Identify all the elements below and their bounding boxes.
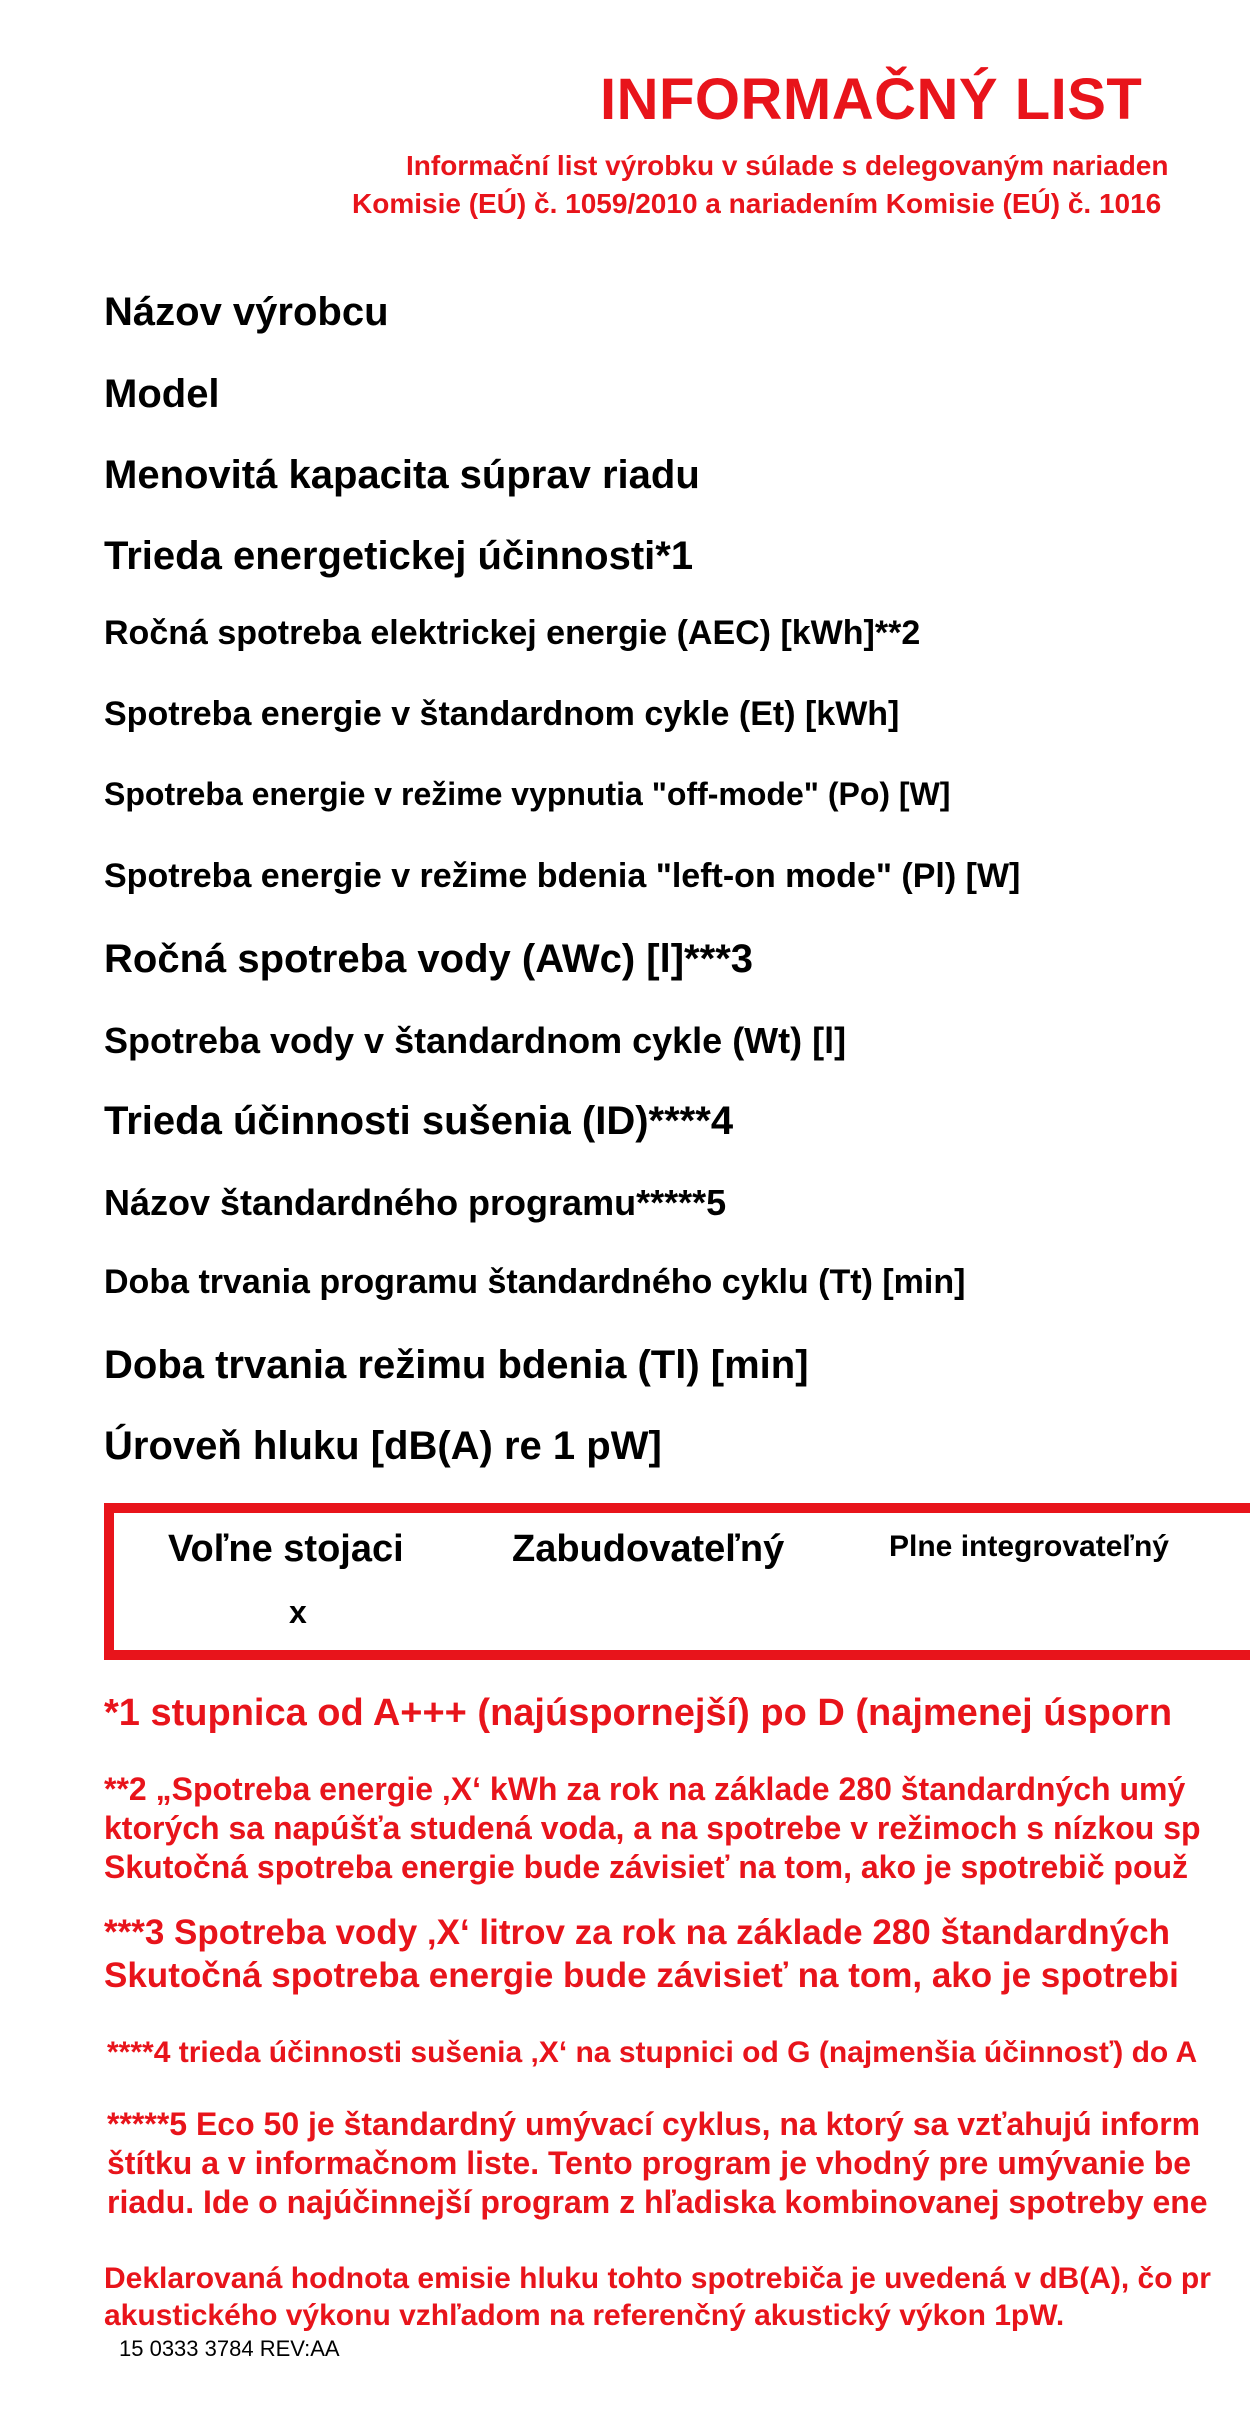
field-standard-program-name: Názov štandardného programu*****5 — [104, 1182, 727, 1223]
footnote-4: ****4 trieda účinnosti sušenia ‚X‘ na stupnici od G (najmenšia účinnosť) do A — [107, 2036, 1198, 2069]
noise-declaration-note — [104, 2260, 1211, 2334]
field-manufacturer-name: Názov výrobcu — [104, 290, 389, 334]
footnote-3-line: Skutočná spotreba energie bude závisieť na tom, ako je spotrebi — [104, 1956, 1179, 1995]
footnote-5-line: *****5 Eco 50 je štandardný umývací cyklus, na ktorý sa vzťahujú inform — [107, 2106, 1201, 2142]
footnote-2-line: **2 „Spotreba energie ‚X‘ kWh za rok na základe 280 štandardných umý — [104, 1771, 1186, 1807]
field-annual-water-consumption: Ročná spotreba vody (AWc) [l]***3 — [104, 937, 754, 981]
noise-note-line: akustického výkonu vzhľadom na referenčný akustický výkon 1pW. — [104, 2299, 1065, 2332]
subtitle-line-2: Komisie (EÚ) č. 1059/2010 a nariadením Komisie (EÚ) č. 1016 — [352, 188, 1162, 219]
footnote-5-line: štítku a v informačnom liste. Tento program je vhodný pre umývanie be — [107, 2145, 1192, 2181]
installation-fully-integrated-label: Plne integrovateľný — [889, 1530, 1169, 1563]
subtitle-line-1: Informační list výrobku v súlade s delegovaným nariaden — [406, 150, 1169, 181]
footnote-3-line: ***3 Spotreba vody ‚X‘ litrov za rok na základe 280 štandardných — [104, 1913, 1170, 1952]
field-off-mode-power: Spotreba energie v režime vypnutia "off-mode" (Po) [W] — [104, 776, 951, 812]
footnote-5 — [107, 2105, 1208, 2222]
field-left-on-mode-power: Spotreba energie v režime bdenia "left-on mode" (Pl) [W] — [104, 857, 1021, 895]
installation-built-in-label: Zabudovateľný — [512, 1528, 785, 1570]
field-rated-capacity: Menovitá kapacita súprav riadu — [104, 453, 700, 497]
footnote-2-line: ktorých sa napúšťa studená voda, a na spotrebe v režimoch s nízkou sp — [104, 1810, 1201, 1846]
field-annual-energy-consumption: Ročná spotreba elektrickej energie (AEC) [kWh]**2 — [104, 614, 921, 652]
field-left-on-duration: Doba trvania režimu bdenia (Tl) [min] — [104, 1343, 809, 1387]
field-noise-level: Úroveň hluku [dB(A) re 1 pW] — [104, 1424, 662, 1468]
field-water-standard-cycle: Spotreba vody v štandardnom cykle (Wt) [l] — [104, 1020, 847, 1061]
field-energy-class: Trieda energetickej účinnosti*1 — [104, 534, 694, 578]
field-model: Model — [104, 372, 220, 416]
field-program-duration: Doba trvania programu štandardného cyklu (Tt) [min] — [104, 1263, 966, 1301]
installation-free-standing-label: Voľne stojaci — [168, 1528, 404, 1570]
installation-type-box — [104, 1503, 1250, 1660]
document-title: INFORMAČNÝ LIST — [600, 67, 1143, 132]
footnote-2-line: Skutočná spotreba energie bude závisieť na tom, ako je spotrebič použ — [104, 1849, 1189, 1885]
footnote-5-line: riadu. Ide o najúčinnejší program z hľadiska kombinovanej spotreby ene — [107, 2184, 1208, 2220]
footnote-2 — [104, 1770, 1201, 1887]
noise-note-line: Deklarovaná hodnota emisie hluku tohto spotrebiča je uvedená v dB(A), čo pr — [104, 2262, 1211, 2295]
footnote-3 — [104, 1911, 1179, 1997]
field-energy-standard-cycle: Spotreba energie v štandardnom cykle (Et) [kWh] — [104, 695, 900, 733]
field-drying-class: Trieda účinnosti sušenia (ID)****4 — [104, 1099, 734, 1143]
document-id: 15 0333 3784 REV:AA — [119, 2336, 340, 2361]
footnote-1: *1 stupnica od A+++ (najúspornejší) po D (najmenej úsporn — [104, 1692, 1173, 1734]
installation-selected-mark: x — [289, 1594, 307, 1630]
